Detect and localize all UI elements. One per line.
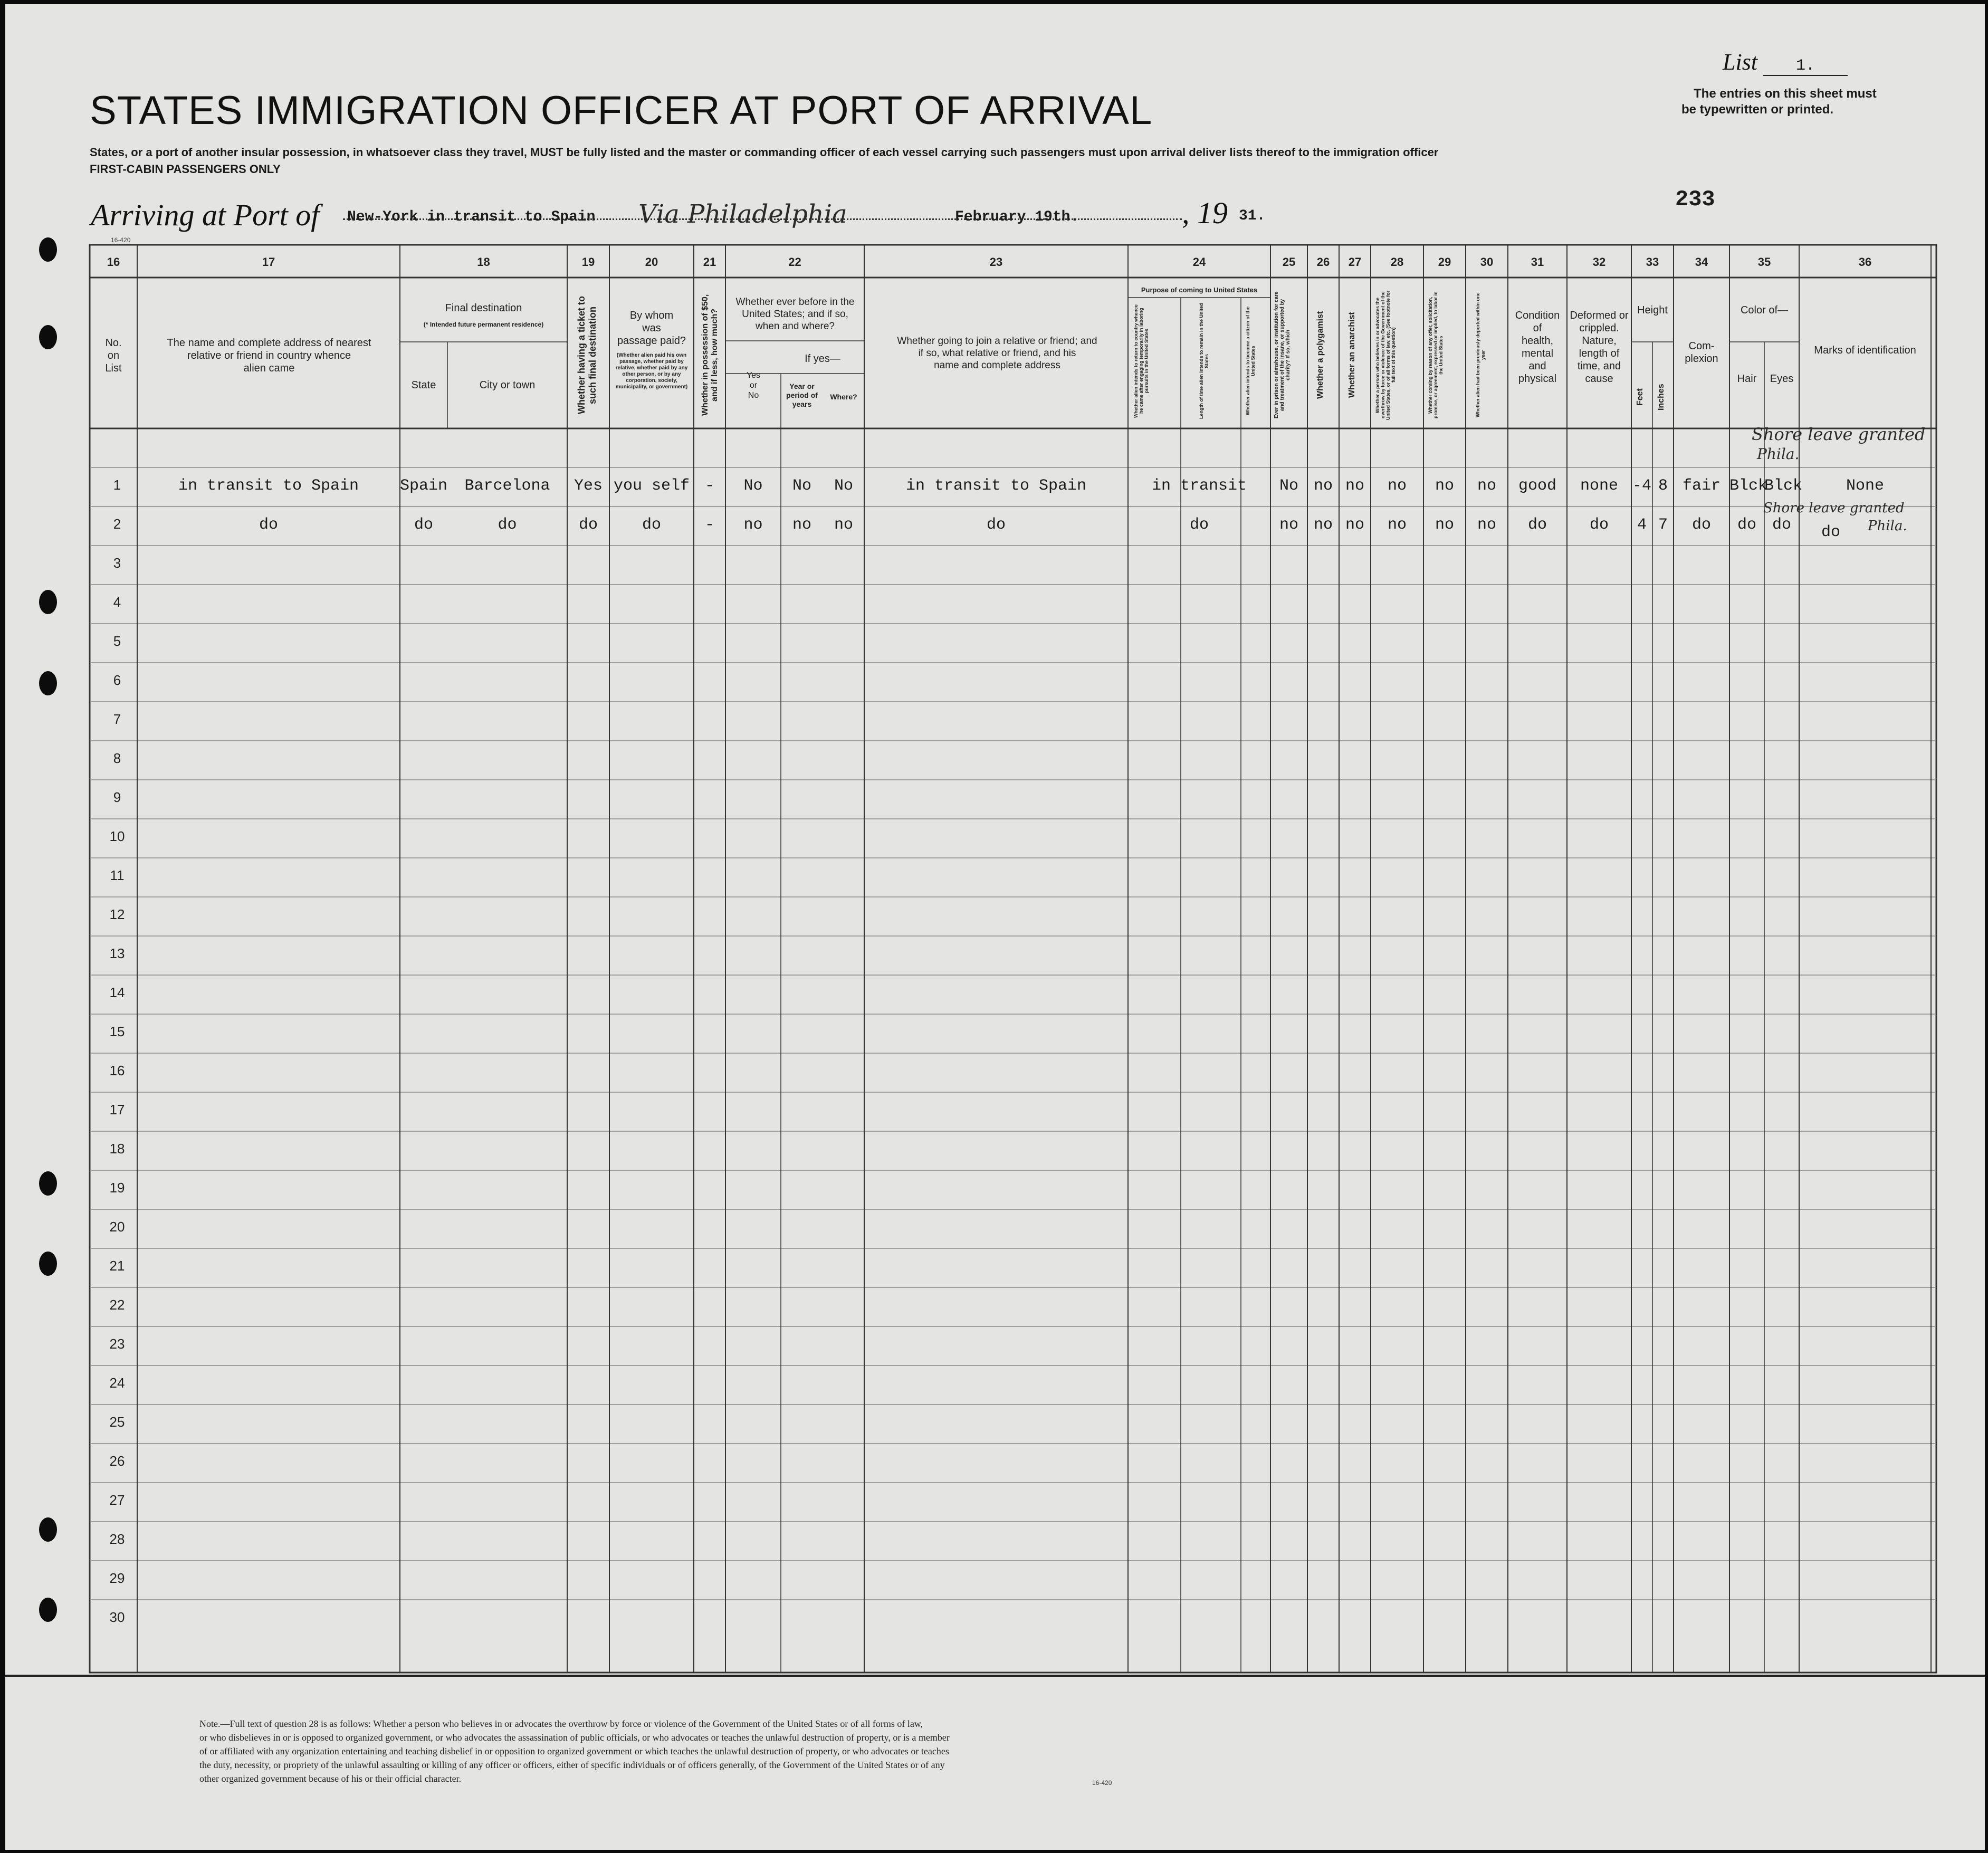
cell-prison: no — [1279, 516, 1298, 534]
cell-q30: no — [1477, 516, 1496, 534]
header-ticket: Whether having a ticket to such final destination — [576, 295, 598, 415]
column-number: 28 — [1390, 255, 1404, 269]
column-number: 36 — [1858, 255, 1872, 269]
footnote-line: other organized government because of his or their official character. — [199, 1773, 462, 1784]
cell-anarchist: no — [1345, 516, 1364, 534]
header-city-or-town: City or town — [479, 379, 536, 391]
year-suffix: 31. — [1239, 208, 1266, 224]
cell-state: Spain — [400, 477, 448, 495]
column-number: 24 — [1192, 255, 1206, 269]
row-number: 8 — [113, 750, 121, 766]
row-number: 11 — [110, 867, 125, 883]
cell-ticket: Yes — [574, 477, 603, 495]
header-joining-relative: Whether going to join a relative or friend; and if so, what relative or friend, and his name and complete address — [897, 336, 1097, 371]
footnote-line: Note.—Full text of question 28 is as follows: Whether a person who believes in or advocates the overthrow by force or violence of the Government of the United States or of all forms of law, — [199, 1718, 923, 1729]
cell-before-year: No — [792, 477, 811, 495]
column-number: 27 — [1348, 255, 1362, 269]
cell-joining: in transit to Spain — [905, 477, 1087, 495]
cell-deformed: none — [1580, 477, 1618, 495]
row-number: 27 — [109, 1492, 125, 1508]
header-if-yes: If yes— — [805, 353, 840, 365]
header-feet: Feet — [1636, 388, 1645, 406]
header-prison: Ever in prison or almshouse, or institution for care and treatment of the insane, or supported by charity? If so, which — [1274, 291, 1291, 419]
manifest-table-grid — [5, 4, 1985, 1850]
row-number: 9 — [113, 789, 121, 805]
page-title: STATES IMMIGRATION OFFICER AT PORT OF ARRIVAL — [90, 88, 1153, 133]
list-number: 1. — [1763, 57, 1848, 76]
form-code: 16-420 — [111, 236, 131, 244]
row-number: 4 — [113, 594, 121, 610]
entries-note-1: The entries on this sheet must — [1694, 87, 1877, 101]
cell-ticket: do — [578, 516, 598, 534]
row-number: 29 — [109, 1570, 125, 1586]
header-q30: Whether alien had been previously deported within one year — [1475, 292, 1486, 418]
cell-q29: no — [1435, 516, 1454, 534]
cell-complexion: do — [1691, 516, 1711, 534]
cell-city: do — [498, 516, 517, 534]
row-number: 14 — [109, 985, 125, 1000]
row-number: 15 — [109, 1024, 125, 1039]
row-number: 12 — [109, 906, 125, 922]
cell-city: Barcelona — [464, 477, 550, 495]
cell-hair: Blck — [1729, 477, 1768, 495]
row-number: 10 — [109, 828, 125, 844]
header-eyes: Eyes — [1770, 373, 1794, 385]
cell-money: - — [704, 516, 714, 534]
cell-prison: No — [1279, 477, 1298, 495]
row-number: 19 — [109, 1180, 125, 1196]
column-number: 35 — [1757, 255, 1771, 269]
cell-before-where: no — [834, 516, 853, 534]
header-color-of: Color of— — [1740, 304, 1789, 316]
column-number: 22 — [788, 255, 801, 269]
cell-relative: in transit to Spain — [178, 477, 359, 495]
row-number: 25 — [109, 1414, 125, 1430]
header-no-on-list: No. on List — [105, 337, 122, 374]
cell-q28: no — [1387, 477, 1407, 495]
header-q29: Whether coming by reason of any offer, solicitation, promise, or agreement, expressed or implied, to labor in the United States — [1428, 291, 1444, 419]
column-number: 34 — [1695, 255, 1708, 269]
row-number: 5 — [113, 633, 121, 649]
header-where: Where? — [830, 393, 857, 401]
header-inches: Inches — [1657, 384, 1666, 411]
cell-eyes: Blck — [1764, 477, 1803, 495]
cell-anarchist: no — [1345, 477, 1364, 495]
header-yes-no: Yes or No — [746, 371, 761, 400]
row-number: 26 — [109, 1453, 125, 1469]
column-number: 32 — [1592, 255, 1606, 269]
footnote-line: or who disbelieves in or is opposed to organized government, or who advocates the assassination of public officials, or who advocates or teaches the unlawful destruction of property, or is a member — [199, 1732, 950, 1743]
cell-purpose: do — [1189, 516, 1209, 534]
cell-marks: None — [1846, 477, 1884, 495]
column-number: 23 — [989, 255, 1003, 269]
header-anarchist: Whether an anarchist — [1347, 312, 1356, 398]
cell-inches: 8 — [1658, 477, 1668, 495]
header-passage-paid: By whom was passage paid? — [617, 310, 686, 347]
row-number: 3 — [113, 555, 121, 571]
header-final-destination: Final destination — [445, 302, 522, 314]
header-purpose-citizen: Whether alien intends to become a citizen of the United States — [1245, 306, 1256, 416]
header-state: State — [411, 379, 436, 391]
page-number: 233 — [1675, 187, 1715, 212]
header-been-before: Whether ever before in the United States; and if so, when and where? — [735, 297, 855, 332]
cell-feet: -4 — [1632, 477, 1651, 495]
header-purpose-length: Length of time alien intends to remain in the United States — [1199, 303, 1209, 419]
header-deformed: Deformed or crippled. Nature, length of time, and cause — [1570, 310, 1629, 385]
handwritten-annotation: Shore leave granted — [1752, 424, 1926, 444]
cell-joining: do — [986, 516, 1006, 534]
cell-before-where: No — [834, 477, 853, 495]
column-number: 29 — [1438, 255, 1451, 269]
row-number: 17 — [109, 1102, 125, 1117]
row-number: 30 — [109, 1609, 125, 1625]
header-purpose-return: Whether alien intends to return to country whence he came after engaging temporarily in laboring pursuits in the United States — [1133, 304, 1149, 418]
column-number: 18 — [477, 255, 490, 269]
row-number: 18 — [109, 1141, 125, 1157]
arrival-date: February 19th. — [955, 209, 1079, 225]
header-polygamist: Whether a polygamist — [1316, 311, 1325, 399]
list-label: List 1. — [1723, 49, 1848, 76]
cell-q30: no — [1477, 477, 1496, 495]
header-health: Condition of health, mental and physical — [1515, 310, 1560, 385]
footnote-line: of or affiliated with any organization entertaining and teaching disbelief in or opposition to organized government or which teaches the unlawful destruction of property, or who advocates or teaches — [199, 1746, 949, 1757]
cell-eyes: do — [1772, 516, 1791, 534]
column-number: 19 — [581, 255, 595, 269]
year-prefix: , 19 — [1182, 196, 1228, 230]
column-number: 30 — [1480, 255, 1494, 269]
cell-state: do — [414, 516, 433, 534]
row-number: 16 — [109, 1063, 125, 1078]
cell-purpose: in transit — [1151, 477, 1247, 495]
column-number: 25 — [1282, 255, 1296, 269]
header-final-destination-sub: (* Intended future permanent residence) — [423, 321, 544, 328]
entries-note-2: be typewritten or printed. — [1681, 102, 1834, 117]
row-number: 7 — [113, 711, 121, 727]
column-number: 17 — [262, 255, 275, 269]
cell-q29: no — [1435, 477, 1454, 495]
class-line: FIRST-CABIN PASSENGERS ONLY — [90, 163, 281, 176]
row-number: 24 — [109, 1375, 125, 1391]
row-number: 21 — [109, 1258, 125, 1274]
bottom-rule — [5, 1675, 1985, 1677]
port-handwritten: Via Philadelphia — [638, 199, 847, 229]
cell-marks: do — [1821, 523, 1840, 541]
row-number: 13 — [109, 945, 125, 961]
footnote-line: the duty, necessity, or propriety of the unlawful assaulting or killing of any officer or officers, either of specific individuals or of officers generally, of the Government of the United States or of any — [199, 1760, 945, 1771]
handwritten-annotation: Shore leave granted — [1763, 500, 1905, 516]
footnote-form-code: 16-420 — [1092, 1779, 1112, 1787]
row-number: 2 — [113, 516, 121, 532]
row-number: 1 — [113, 477, 121, 493]
cell-feet: 4 — [1637, 516, 1647, 534]
cell-health: do — [1527, 516, 1547, 534]
row-number: 20 — [109, 1219, 125, 1235]
cell-paid-by: do — [642, 516, 661, 534]
row-number: 22 — [109, 1297, 125, 1313]
header-money: Whether in possession of $50, and if less, how much? — [701, 294, 719, 416]
column-number: 31 — [1531, 255, 1544, 269]
row-number: 23 — [109, 1336, 125, 1352]
header-passage-paid-sub: (Whether alien paid his own passage, whether paid by relative, whether paid by any other person, or by any corporation, society, municipality, or government) — [615, 352, 688, 390]
arriving-label: Arriving at Port of — [91, 198, 320, 232]
cell-paid-by: you self — [613, 477, 690, 495]
instructions-text: States, or a port of another insular possession, in whatsoever class they travel, MUST be fully listed and the master or commanding officer of each vessel carrying such passengers must upon arrival deliver lists thereof to the immigration officer — [90, 146, 1439, 159]
manifest-sheet — [5, 4, 1985, 1850]
column-number: 21 — [703, 255, 716, 269]
cell-health: good — [1518, 477, 1556, 495]
row-number: 28 — [109, 1531, 125, 1547]
handwritten-annotation: Phila. — [1757, 445, 1800, 463]
footnote — [199, 1717, 950, 1785]
header-nearest-relative: The name and complete address of nearest relative or friend in country whence alien came — [167, 337, 371, 374]
header-purpose: Purpose of coming to United States — [1141, 286, 1258, 294]
column-number: 26 — [1316, 255, 1330, 269]
cell-before-yes-no: no — [743, 516, 763, 534]
cell-relative: do — [259, 516, 278, 534]
cell-before-yes-no: No — [743, 477, 763, 495]
port-typed: New-York in transit to Spain — [347, 209, 596, 225]
header-marks: Marks of identification — [1814, 345, 1916, 356]
row-number: 6 — [113, 672, 121, 688]
header-height: Height — [1637, 304, 1668, 316]
column-number: 20 — [645, 255, 658, 269]
cell-hair: do — [1737, 516, 1756, 534]
header-q28: Whether a person who believes in or advocates the overthrow by force or violence of the Government of the United States, or of all forms of law, etc. (See footnote for full text of this question) — [1375, 290, 1396, 420]
cell-polygamist: no — [1313, 477, 1333, 495]
cell-polygamist: no — [1313, 516, 1333, 534]
cell-complexion: fair — [1682, 477, 1721, 495]
column-number: 33 — [1646, 255, 1659, 269]
header-hair: Hair — [1737, 373, 1757, 385]
cell-deformed: do — [1589, 516, 1609, 534]
cell-inches: 7 — [1658, 516, 1668, 534]
column-number: 16 — [107, 255, 120, 269]
handwritten-annotation: Phila. — [1868, 518, 1907, 534]
cell-before-year: no — [792, 516, 811, 534]
header-complexion: Com- plexion — [1685, 340, 1718, 365]
cell-q28: no — [1387, 516, 1407, 534]
cell-money: - — [704, 477, 714, 495]
header-year-period: Year or period of years — [786, 382, 818, 408]
